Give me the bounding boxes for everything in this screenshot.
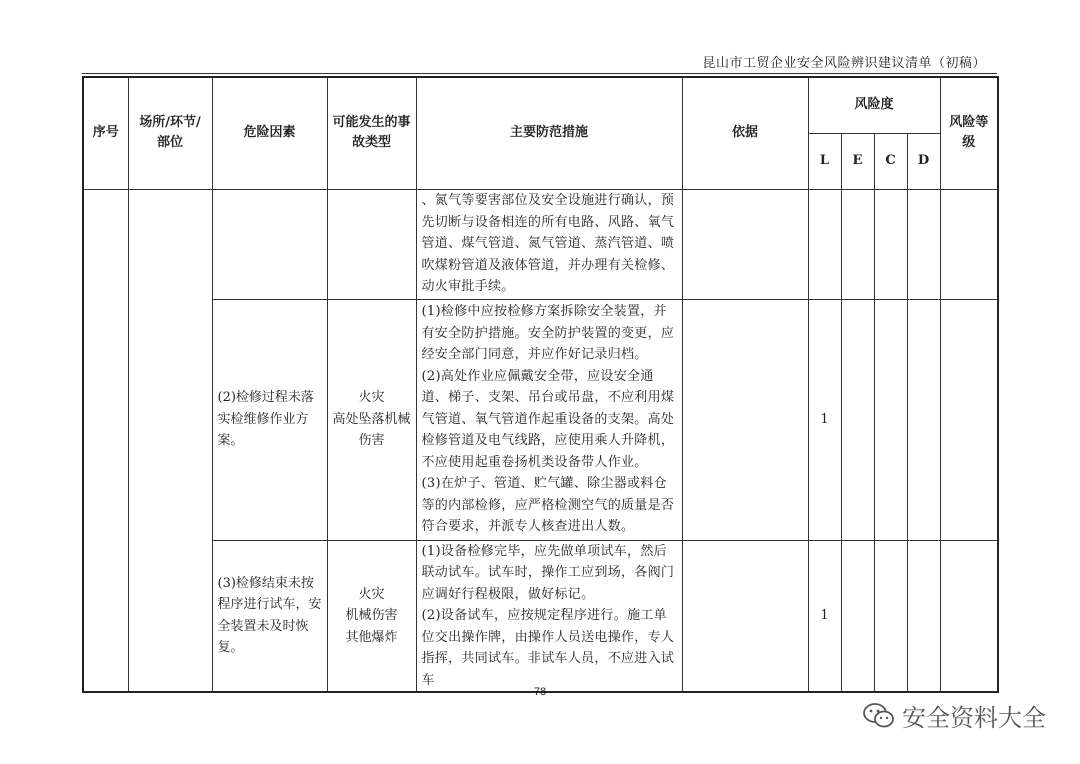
watermark-text: 安全资料大全 [902, 704, 1046, 732]
table-row [83, 540, 998, 692]
cell-e [841, 189, 874, 299]
col-measures: 主要防范措施 [416, 77, 682, 189]
cell-c [874, 299, 907, 540]
cell-l: 1 [808, 540, 841, 692]
cell-d [907, 299, 940, 540]
cell-hazard: (3)检修结束未按程序进行试车，安全装置未及时恢复。 [212, 540, 327, 692]
cell-level [940, 299, 998, 540]
cell-e [841, 299, 874, 540]
cell-d [907, 540, 940, 692]
cell-place [128, 189, 212, 692]
watermark [862, 698, 1046, 733]
cell-accident: 火灾 高处坠落机械伤害 [327, 299, 416, 540]
risk-table [82, 76, 999, 693]
cell-accident [327, 189, 416, 299]
col-risk-e: E [841, 133, 874, 189]
col-accident: 可能发生的事故类型 [327, 77, 416, 189]
cell-measures: (1)设备检修完毕，应先做单项试车，然后联动试车。试车时，操作工应到场，各阀门应调好行程极限，做好标记。 (2)设备试车，应按规定程序进行。施工单位交出操作牌，由操作人员送电操作，专人指挥，共同试车。非试车人员，不应进入试车 [416, 540, 682, 692]
cell-basis [682, 189, 808, 299]
cell-l: 1 [808, 299, 841, 540]
title-rule [82, 73, 997, 74]
cell-accident: 火灾 机械伤害 其他爆炸 [327, 540, 416, 692]
cell-l [808, 189, 841, 299]
cell-measures: (1)检修中应按检修方案拆除安全装置，并有安全防护措施。安全防护装置的变更，应经安全部门同意，并应作好记录归档。 (2)高处作业应佩戴安全带，应设安全通道、梯子、支架、吊台或吊盘，不应利用煤气管道、氧气管道作起重设备的支架。高处检修管道及电气线路，应使用乘人升降机，不应使用起重卷扬机类设备带人作业。 (3)在炉子、管道、贮气罐、除尘器或料仓等的内部检修，应严格检测空气的质量是否符合要求，并派专人核查进出人数。 [416, 299, 682, 540]
cell-level [940, 540, 998, 692]
wechat-icon [862, 702, 896, 730]
col-basis: 依据 [682, 77, 808, 189]
cell-c [874, 189, 907, 299]
cell-hazard: (2)检修过程未落实检维修作业方案。 [212, 299, 327, 540]
table-row [83, 189, 998, 299]
col-seq: 序号 [83, 77, 128, 189]
cell-basis [682, 299, 808, 540]
col-risk-d: D [907, 133, 940, 189]
col-risk-l: L [808, 133, 841, 189]
header-row-1 [83, 77, 998, 133]
cell-hazard [212, 189, 327, 299]
cell-e [841, 540, 874, 692]
col-risk-degree: 风险度 [808, 77, 940, 133]
cell-basis [682, 540, 808, 692]
document-title: 昆山市工贸企业安全风险辨识建议清单（初稿） [702, 56, 986, 71]
col-risk-c: C [874, 133, 907, 189]
cell-level [940, 189, 998, 299]
col-place: 场所/环节/部位 [128, 77, 212, 189]
cell-seq [83, 189, 128, 692]
page-number: 78 [533, 686, 547, 698]
col-hazard: 危险因素 [212, 77, 327, 189]
cell-measures: 、氮气等要害部位及安全设施进行确认，预先切断与设备相连的所有电路、风路、氧气管道、煤气管道、氮气管道、蒸汽管道、喷吹煤粉管道及液体管道，并办理有关检修、动火审批手续。 [416, 189, 682, 299]
cell-d [907, 189, 940, 299]
table-row [83, 299, 998, 540]
cell-c [874, 540, 907, 692]
col-risk-level: 风险等级 [940, 77, 998, 189]
